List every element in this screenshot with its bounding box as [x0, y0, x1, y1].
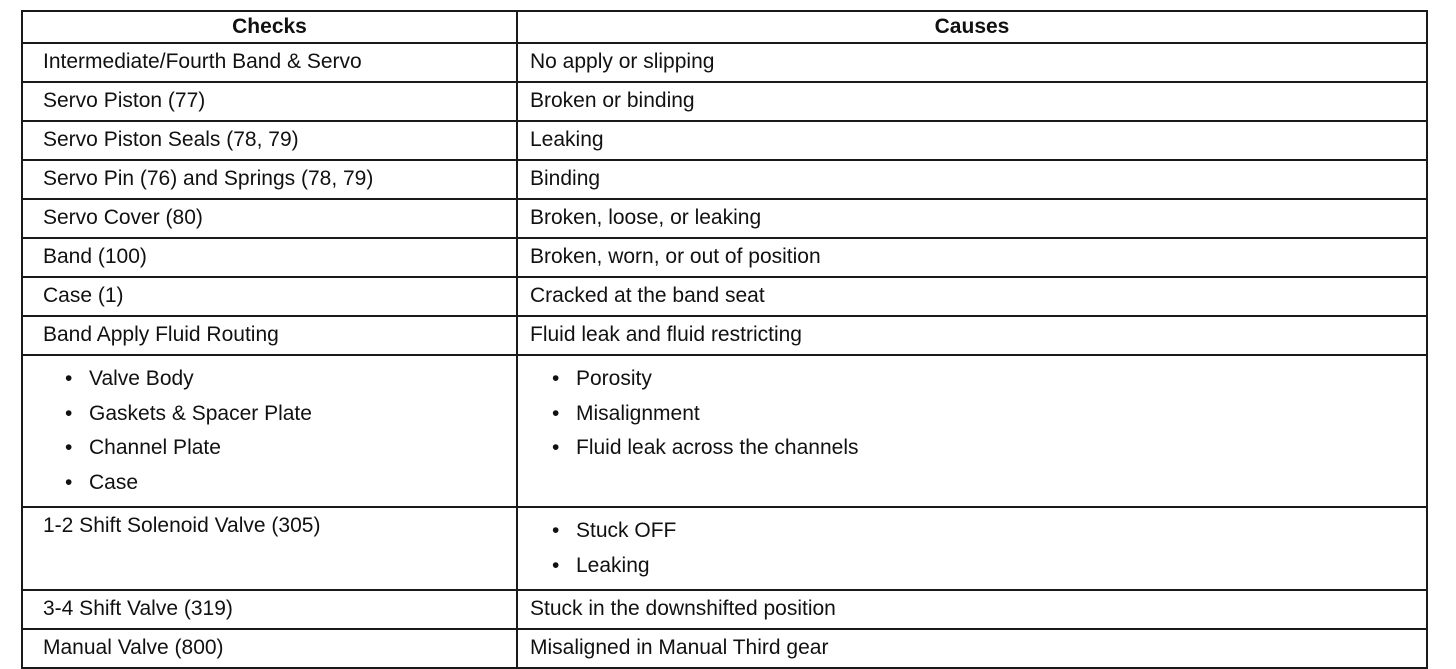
table-row	[22, 43, 1427, 82]
solenoid-cause-list	[530, 514, 1416, 583]
check-cell: Servo Piston (77)	[22, 82, 517, 121]
cause-cell: Leaking	[517, 121, 1427, 160]
table-row	[22, 82, 1427, 121]
check-list-cell	[22, 355, 517, 507]
list-item: • Case	[65, 466, 506, 501]
table-row	[22, 277, 1427, 316]
cause-cell: Fluid leak and fluid restricting	[517, 316, 1427, 355]
checks-causes-table	[21, 10, 1428, 669]
list-item: • Gaskets & Spacer Plate	[65, 397, 506, 432]
list-item: • Valve Body	[65, 362, 506, 397]
table-row	[22, 199, 1427, 238]
cause-cell: Stuck in the downshifted position	[517, 590, 1427, 629]
list-item: • Misalignment	[552, 397, 1416, 432]
check-cell: Manual Valve (800)	[22, 629, 517, 668]
cause-cell: Cracked at the band seat	[517, 277, 1427, 316]
cause-cell: Broken or binding	[517, 82, 1427, 121]
table-row	[22, 629, 1427, 668]
cause-cell: Binding	[517, 160, 1427, 199]
list-item: • Channel Plate	[65, 431, 506, 466]
cause-cell: Broken, loose, or leaking	[517, 199, 1427, 238]
list-item: • Leaking	[552, 549, 1416, 584]
table-row	[22, 316, 1427, 355]
check-cell: Servo Piston Seals (78, 79)	[22, 121, 517, 160]
table-header-row	[22, 11, 1427, 43]
cause-list-cell	[517, 507, 1427, 590]
check-cell: Case (1)	[22, 277, 517, 316]
list-item: • Fluid leak across the channels	[552, 431, 1416, 466]
check-cell: Band Apply Fluid Routing	[22, 316, 517, 355]
check-cell: Servo Cover (80)	[22, 199, 517, 238]
cause-cell: Misaligned in Manual Third gear	[517, 629, 1427, 668]
check-cell: 3-4 Shift Valve (319)	[22, 590, 517, 629]
check-cell: Band (100)	[22, 238, 517, 277]
checks-column-header: Checks	[22, 11, 517, 43]
list-item: • Stuck OFF	[552, 514, 1416, 549]
table-row-fluid-routing-details	[22, 355, 1427, 507]
cause-list-cell	[517, 355, 1427, 507]
fluid-routing-check-list	[43, 362, 506, 500]
check-cell: 1-2 Shift Solenoid Valve (305)	[22, 507, 517, 590]
causes-column-header: Causes	[517, 11, 1427, 43]
table-row	[22, 238, 1427, 277]
check-cell: Intermediate/Fourth Band & Servo	[22, 43, 517, 82]
table-row	[22, 121, 1427, 160]
fluid-routing-cause-list	[530, 362, 1416, 466]
table-row	[22, 160, 1427, 199]
cause-cell: No apply or slipping	[517, 43, 1427, 82]
table-row-solenoid	[22, 507, 1427, 590]
table-row	[22, 590, 1427, 629]
cause-cell: Broken, worn, or out of position	[517, 238, 1427, 277]
list-item: • Porosity	[552, 362, 1416, 397]
check-cell: Servo Pin (76) and Springs (78, 79)	[22, 160, 517, 199]
